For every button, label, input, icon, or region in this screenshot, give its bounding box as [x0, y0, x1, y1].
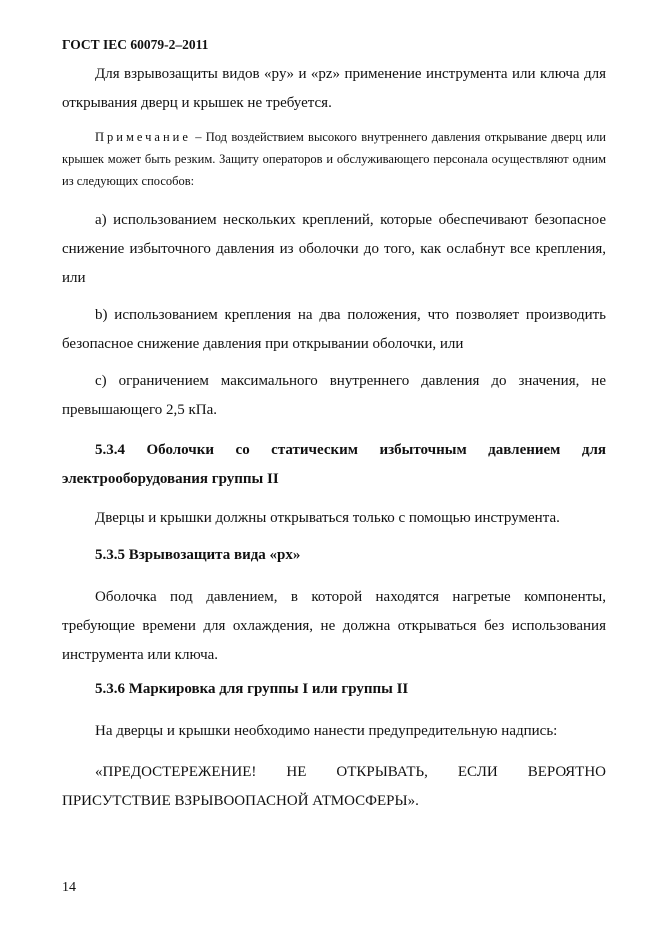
- note-text: – Под воздействием высокого внутреннего давления открывание дверц или крышек может быть резким. Защиту операторов и обслуживающего персонала осуществляют одним из следующих способов:: [62, 130, 606, 188]
- note: [62, 126, 606, 192]
- document-header: ГОСТ IEC 60079-2–2011: [62, 37, 209, 52]
- section-heading-5-3-5: 5.3.5 Взрывозащита вида «px»: [95, 547, 301, 563]
- section-heading-5-3-6: 5.3.6 Маркировка для группы I или группы II: [95, 681, 409, 697]
- paragraph-5-3-6: На дверцы и крышки необходимо нанести предупредительную надпись:: [95, 723, 558, 739]
- paragraph-no-tool: Для взрывозащиты видов «py» и «pz» применение инструмента или ключа для открывания дверц и крышек не требуется.: [62, 66, 606, 111]
- list-item-c: c) ограничением максимального внутреннего давления до значения, не превышающего 2,5 кПа.: [62, 373, 606, 418]
- warning-text: «ПРЕДОСТЕРЕЖЕНИЕ! НЕ ОТКРЫВАТЬ, ЕСЛИ ВЕРОЯТНО ПРИСУТСТВИЕ ВЗРЫВООПАСНОЙ АТМОСФЕРЫ».: [62, 764, 606, 809]
- paragraph-5-3-5: Оболочка под давлением, в которой находятся нагретые компоненты, требующие времени для охлаждения, не должна открываться без использования инструмента или ключа.: [62, 589, 606, 663]
- section-heading-5-3-4: 5.3.4 Оболочки со статическим избыточным давлением для электрооборудования группы II: [62, 442, 606, 487]
- note-label: Примечание: [95, 130, 191, 144]
- list-item-b: b) использованием крепления на два положения, что позволяет производить безопасное снижение давления при открывании оболочки, или: [62, 307, 606, 352]
- list-item-a: а) использованием нескольких креплений, которые обеспечивают безопасное снижение избыточного давления из оболочки до того, как ослабнут все крепления, или: [62, 212, 606, 286]
- paragraph-5-3-4: Дверцы и крышки должны открываться только с помощью инструмента.: [95, 510, 560, 526]
- page-number: 14: [62, 880, 76, 895]
